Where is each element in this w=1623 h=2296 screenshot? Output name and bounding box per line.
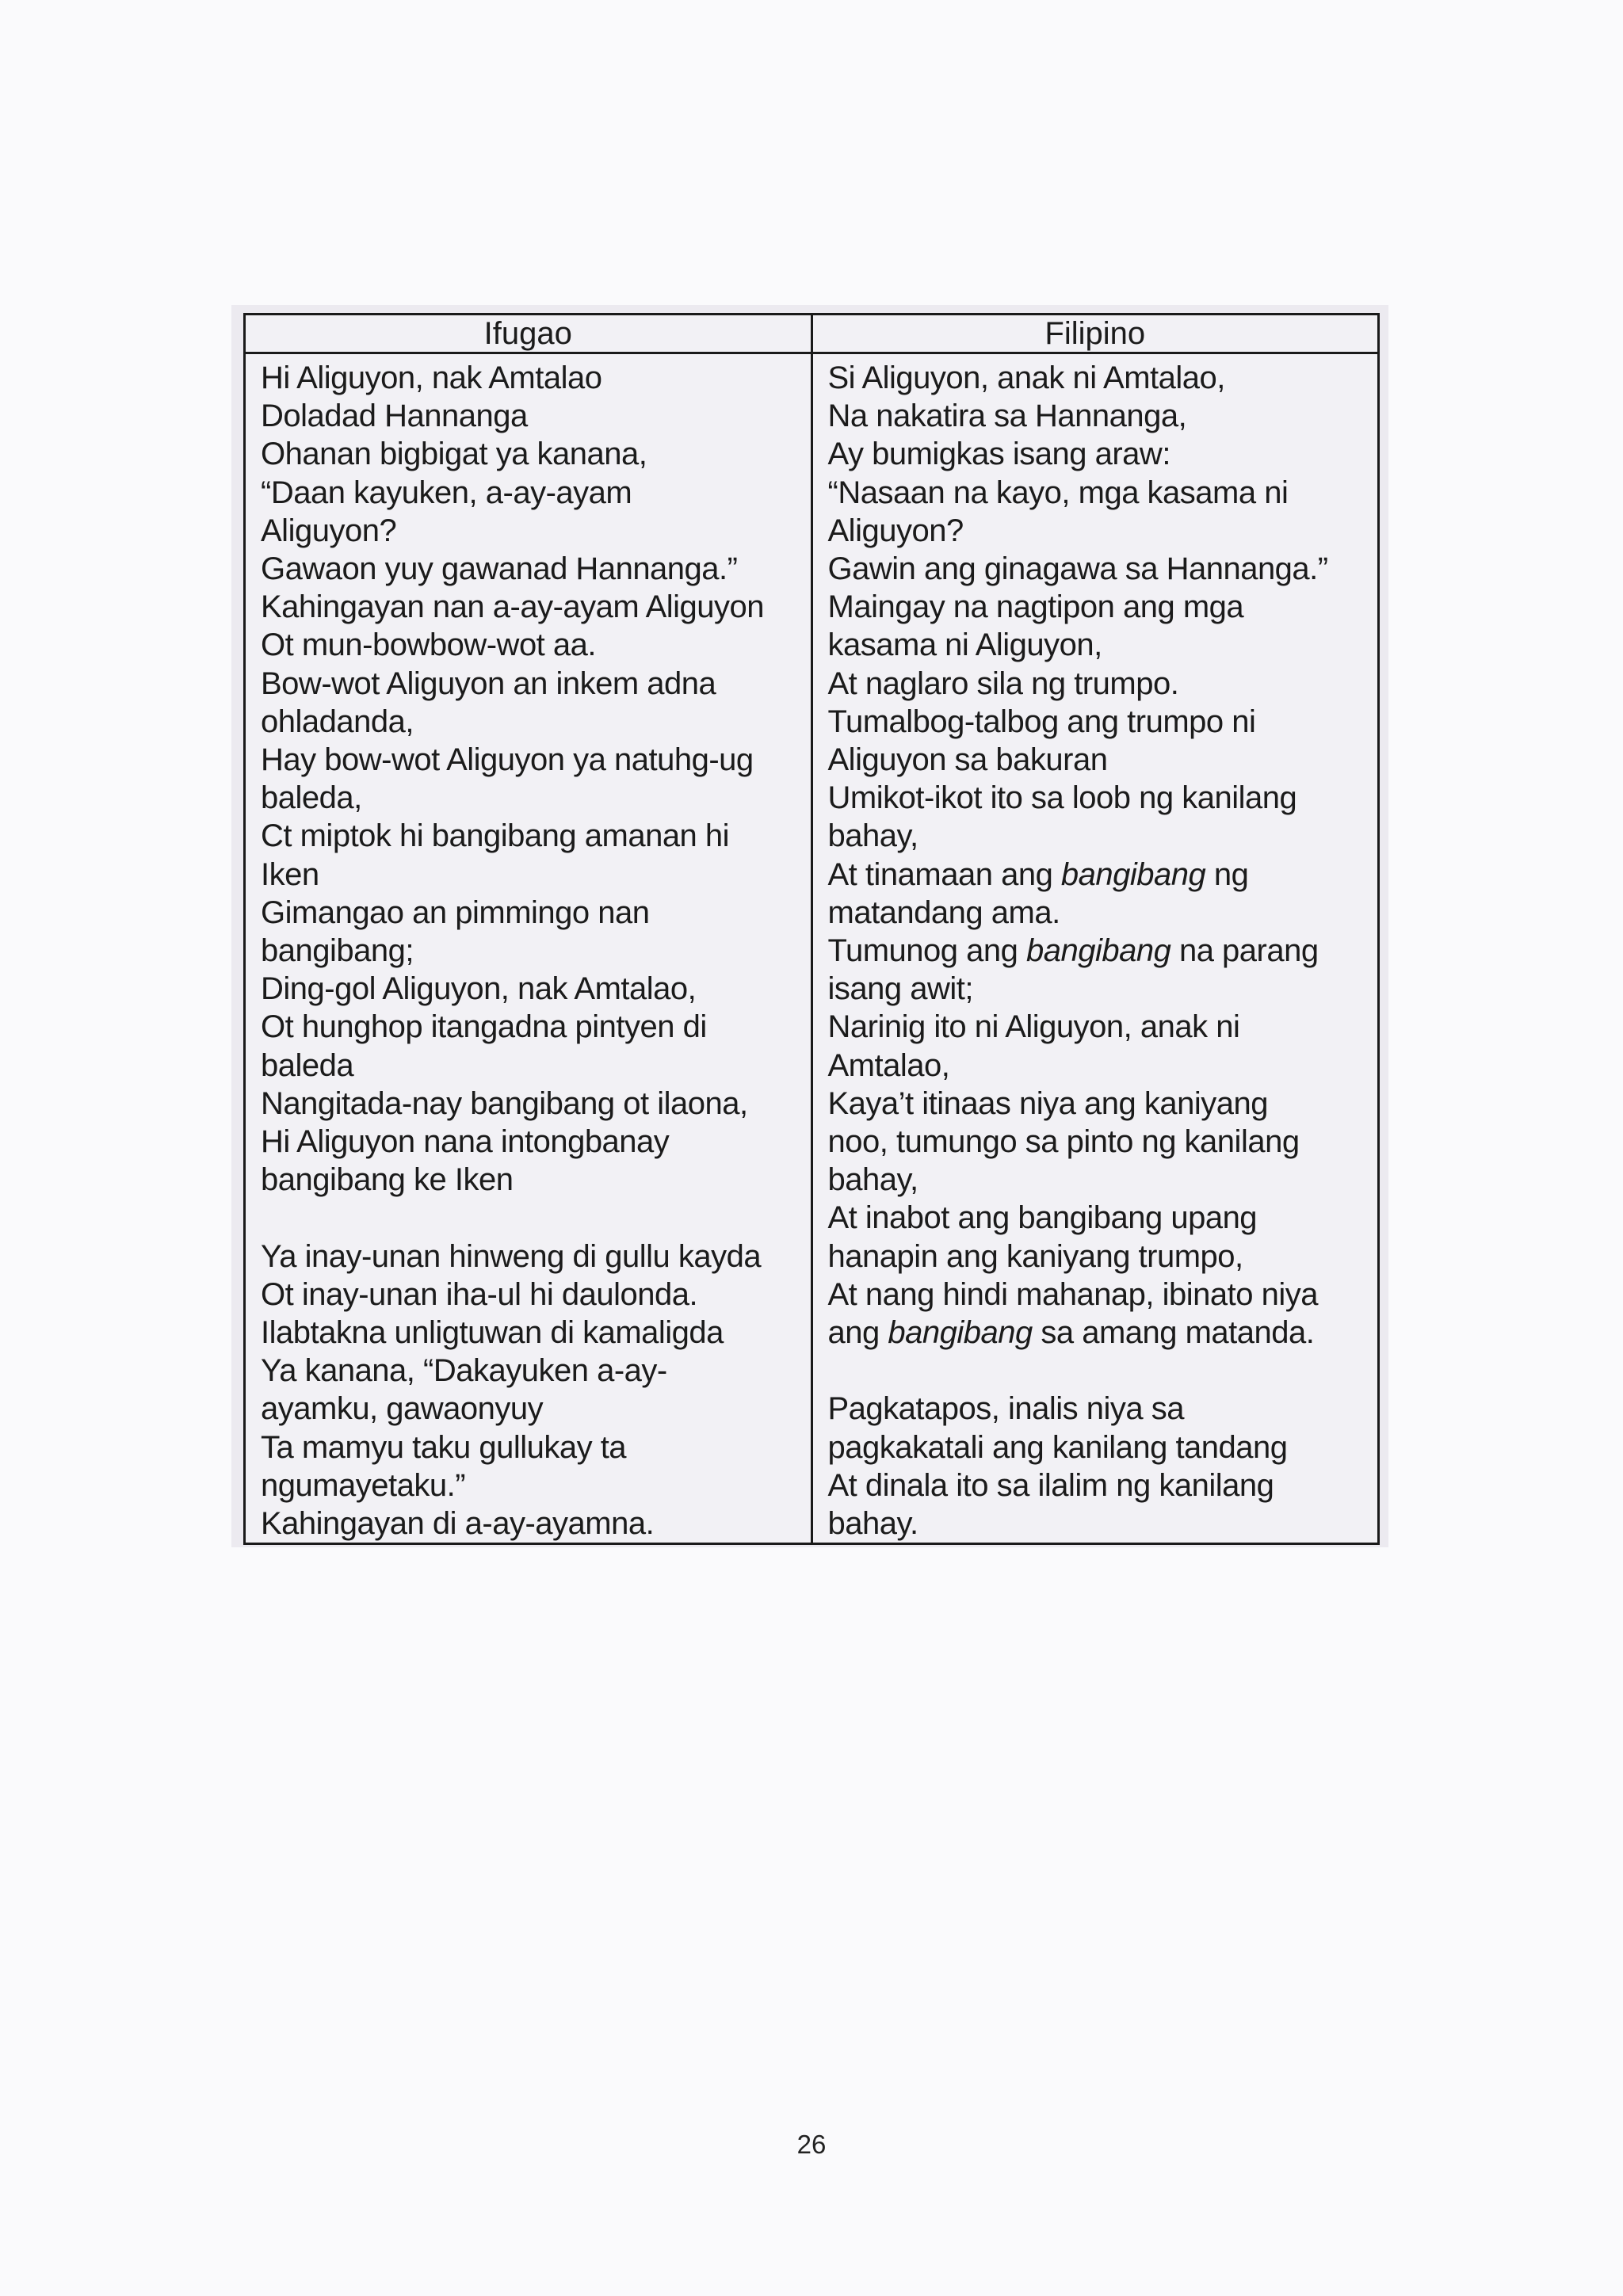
line-segment: At tinamaan ang [827,856,1061,892]
filipino-line [828,1199,1372,1237]
ifugao-line: Ya kanana, “Dakayuken a-ay- [261,1353,667,1389]
ifugao-line: Ta mamyu taku gullukay ta [261,1429,627,1465]
line-segment: Gawin ang ginagawa sa Hannanga.” [827,551,1328,587]
filipino-line [828,1466,1372,1505]
filipino-line [828,856,1372,894]
ifugao-line: Hi Aliguyon nana intongbanay [261,1124,670,1160]
filipino-line [828,1314,1372,1352]
filipino-line [828,894,1372,932]
filipino-line [828,1428,1372,1466]
filipino-line [828,1085,1372,1123]
filipino-text-cell [812,353,1379,1544]
column-header-filipino: Filipino [812,315,1379,353]
line-segment: Kaya’t itinaas niya ang kaniyang [827,1085,1268,1121]
line-segment: “Nasaan na kayo, mga kasama ni [827,475,1289,510]
filipino-line [828,1505,1372,1543]
ifugao-line: bangibang ke Iken [261,1162,514,1198]
line-segment: bahay. [827,1506,918,1542]
line-segment: noo, tumungo sa pinto ng kanilang [827,1124,1300,1160]
line-segment: Amtalao, [827,1047,950,1083]
ifugao-line: Ya inay-unan hinweng di gullu kayda [261,1238,762,1274]
line-segment: Umikot-ikot ito sa loob ng kanilang [827,780,1297,816]
line-segment: ang [827,1315,888,1351]
filipino-line [828,588,1372,626]
ifugao-line: ayamku, gawaonyuy [261,1391,544,1427]
filipino-line [828,1238,1372,1276]
ifugao-line: Hi Aliguyon, nak Amtalao [261,360,602,395]
ifugao-line: baleda, [261,780,362,816]
line-segment: pagkakatali ang kanilang tandang [827,1429,1288,1465]
page-number: 26 [796,2130,827,2159]
poem-table-frame [231,305,1388,1547]
ifugao-line: bangibang; [261,933,414,969]
line-segment: Si Aliguyon, anak ni Amtalao, [827,360,1225,395]
ifugao-line: Ding-gol Aliguyon, nak Amtalao, [261,971,697,1007]
filipino-line [828,817,1372,855]
ifugao-line: Ohanan bigbigat ya kanana, [261,437,647,472]
filipino-line [828,359,1372,397]
ifugao-line: Gawaon yuy gawanad Hannanga.” [261,551,738,587]
line-segment: Narinig ito ni Aliguyon, anak ni [827,1009,1240,1045]
filipino-line [828,1352,1372,1390]
ifugao-line: Ilabtakna unligtuwan di kamaligda [261,1315,724,1351]
ifugao-line: Ot hunghop itangadna pintyen di [261,1009,707,1045]
ifugao-line: Iken [261,856,319,892]
ifugao-line: ohladanda, [261,704,414,739]
ifugao-line: Gimangao an pimmingo nan [261,894,650,930]
line-segment: Ay bumigkas isang araw: [827,437,1170,472]
line-segment: Maingay na nagtipon ang mga [827,589,1244,625]
line-segment: na parang [1170,933,1319,969]
filipino-line [828,550,1372,588]
ifugao-line: Kahingayan di a-ay-ayamna. [261,1506,655,1542]
ifugao-line [261,1199,804,1237]
line-segment: matandang ama. [827,894,1060,930]
filipino-line [828,474,1372,512]
column-header-ifugao: Ifugao [245,315,812,353]
line-segment: bahay, [827,818,918,854]
line-segment: Aliguyon? [827,513,964,548]
line-segment: Pagkatapos, inalis niya sa [827,1391,1184,1427]
filipino-line [828,435,1372,473]
italic-term: bangibang [1060,856,1206,892]
line-segment: Tumalbog-talbog ang trumpo ni [827,704,1256,739]
filipino-line [828,665,1372,703]
ifugao-line: “Daan kayuken, a-ay-ayam [261,475,632,510]
filipino-line [828,932,1372,970]
ifugao-line: Ct miptok hi bangibang amanan hi [261,818,730,854]
line-segment: isang awit; [827,971,973,1007]
filipino-line [828,741,1372,779]
filipino-line [828,779,1372,817]
line-segment: bahay, [827,1162,918,1198]
ifugao-line: Bow-wot Aliguyon an inkem adna [261,666,716,701]
filipino-line [828,703,1372,741]
filipino-line [828,1161,1372,1199]
line-segment: kasama ni Aliguyon, [827,627,1102,663]
filipino-line [828,970,1372,1008]
line-segment: At naglaro sila ng trumpo. [827,666,1179,701]
filipino-line [828,626,1372,664]
filipino-line [828,1008,1372,1046]
filipino-line [828,1276,1372,1314]
ifugao-line: Nangitada-nay bangibang ot ilaona, [261,1085,748,1121]
line-segment: sa amang matanda. [1032,1315,1315,1351]
ifugao-line: Ot inay-unan iha-ul hi daulonda. [261,1276,698,1312]
ifugao-line: Ot mun-bowbow-wot aa. [261,627,597,663]
line-segment: At inabot ang bangibang upang [827,1200,1258,1236]
filipino-line [828,1123,1372,1161]
line-segment: Tumunog ang [827,933,1026,969]
line-segment: At nang hindi mahanap, ibinato niya [827,1276,1319,1312]
ifugao-line: baleda [261,1047,354,1083]
filipino-line [828,1390,1372,1428]
ifugao-line: Aliguyon? [261,513,397,548]
ifugao-text-cell [245,353,812,1544]
italic-term: bangibang [888,1315,1033,1351]
line-segment: At dinala ito sa ilalim ng kanilang [827,1467,1274,1503]
filipino-line [828,397,1372,435]
filipino-line [828,1047,1372,1085]
line-segment: Aliguyon sa bakuran [827,742,1108,778]
ifugao-line: ngumayetaku.” [261,1467,466,1503]
ifugao-line: Doladad Hannanga [261,399,528,434]
line-segment: hanapin ang kaniyang trumpo, [827,1238,1243,1274]
line-segment: ng [1205,856,1249,892]
table-header-row [245,315,1379,353]
ifugao-line: Kahingayan nan a-ay-ayam Aliguyon [261,589,765,625]
filipino-line [828,512,1372,550]
italic-term: bangibang [1025,933,1171,969]
table-row [245,353,1379,1544]
line-segment: Na nakatira sa Hannanga, [827,399,1187,434]
ifugao-line: Hay bow-wot Aliguyon ya natuhg-ug [261,742,754,778]
bilingual-poem-table [243,313,1380,1545]
